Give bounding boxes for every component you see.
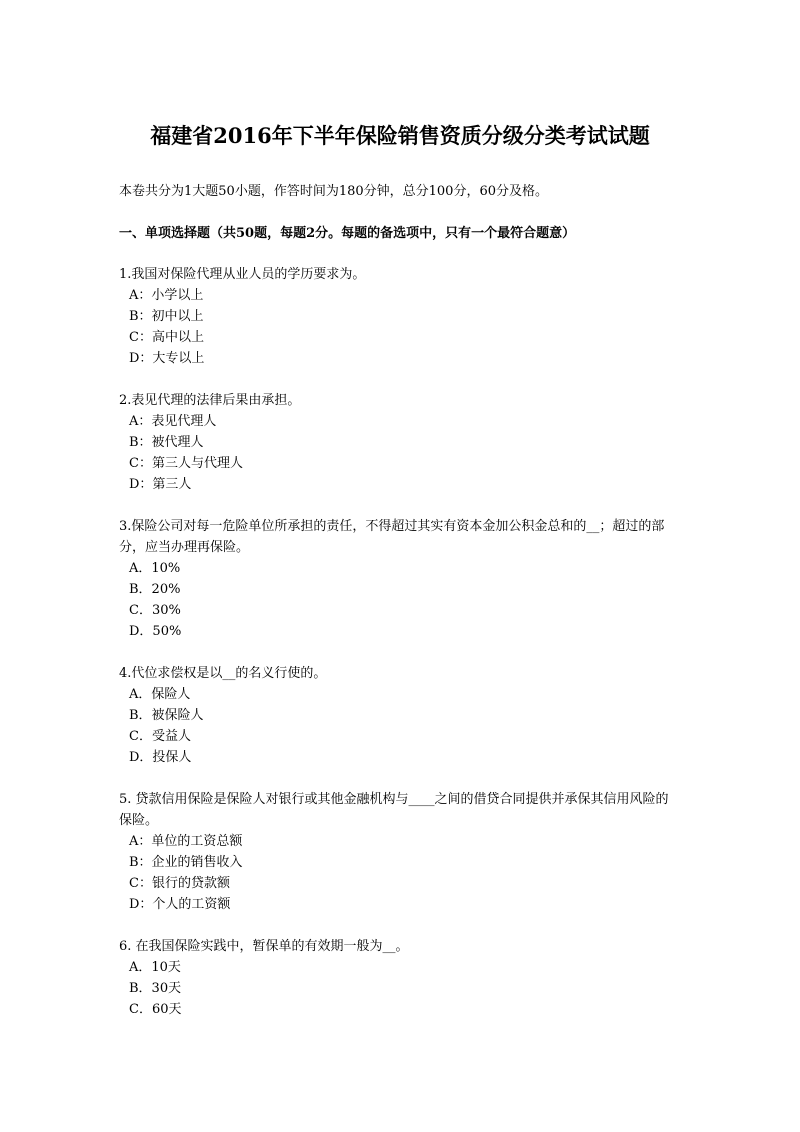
question-stem: 3.保险公司对每一危险单位所承担的责任，不得超过其实有资本金加公积金总和的__；超过的部分，应当办理再保险。 xyxy=(119,519,665,555)
answer-option: C．30% xyxy=(129,603,181,618)
answer-option: B：初中以上 xyxy=(129,309,204,324)
answer-option: C．受益人 xyxy=(129,729,191,744)
exam-intro: 本卷共分为1大题50小题，作答时间为180分钟，总分100分，60分及格。 xyxy=(119,184,548,199)
answer-option: B．被保险人 xyxy=(129,708,204,723)
question-stem: 5. 贷款信用保险是保险人对银行或其他金融机构与____之间的借贷合同提供并承保其信用风险的保险。 xyxy=(119,792,669,828)
question-item xyxy=(119,516,679,642)
page-title: 福建省2016年下半年保险销售资质分级分类考试试题 xyxy=(150,123,650,148)
answer-option: A．保险人 xyxy=(129,687,191,702)
answer-option: A：小学以上 xyxy=(129,288,204,303)
answer-option: A．10% xyxy=(129,561,181,576)
answer-option: D．50% xyxy=(129,624,182,639)
question-list xyxy=(119,264,679,1041)
answer-option: D：个人的工资额 xyxy=(129,897,231,912)
question-item xyxy=(119,264,679,369)
answer-option: C．60天 xyxy=(129,1002,182,1017)
answer-option: B．20% xyxy=(129,582,181,597)
answer-option: C：银行的贷款额 xyxy=(129,876,230,891)
question-stem: 1.我国对保险代理从业人员的学历要求为。 xyxy=(119,267,366,282)
question-item xyxy=(119,663,679,768)
answer-option: C：高中以上 xyxy=(129,330,204,345)
question-stem: 2.表见代理的法律后果由承担。 xyxy=(119,393,301,408)
answer-option: D．投保人 xyxy=(129,750,192,765)
answer-option: B：被代理人 xyxy=(129,435,204,450)
answer-option: D：大专以上 xyxy=(129,351,205,366)
question-item xyxy=(119,390,679,495)
answer-option: A：表见代理人 xyxy=(129,414,217,429)
question-item xyxy=(119,789,679,915)
section-heading: 一、单项选择题（共50题，每题2分。每题的备选项中，只有一个最符合题意） xyxy=(119,226,576,241)
answer-option: C：第三人与代理人 xyxy=(129,456,243,471)
answer-option: B．30天 xyxy=(129,981,182,996)
answer-option: D：第三人 xyxy=(129,477,192,492)
question-item xyxy=(119,936,679,1020)
question-stem: 4.代位求偿权是以__的名义行使的。 xyxy=(119,666,327,681)
question-stem: 6. 在我国保险实践中，暂保单的有效期一般为__。 xyxy=(119,939,409,954)
answer-option: B：企业的销售收入 xyxy=(129,855,243,870)
answer-option: A．10天 xyxy=(129,960,181,975)
answer-option: A：单位的工资总额 xyxy=(129,834,243,849)
